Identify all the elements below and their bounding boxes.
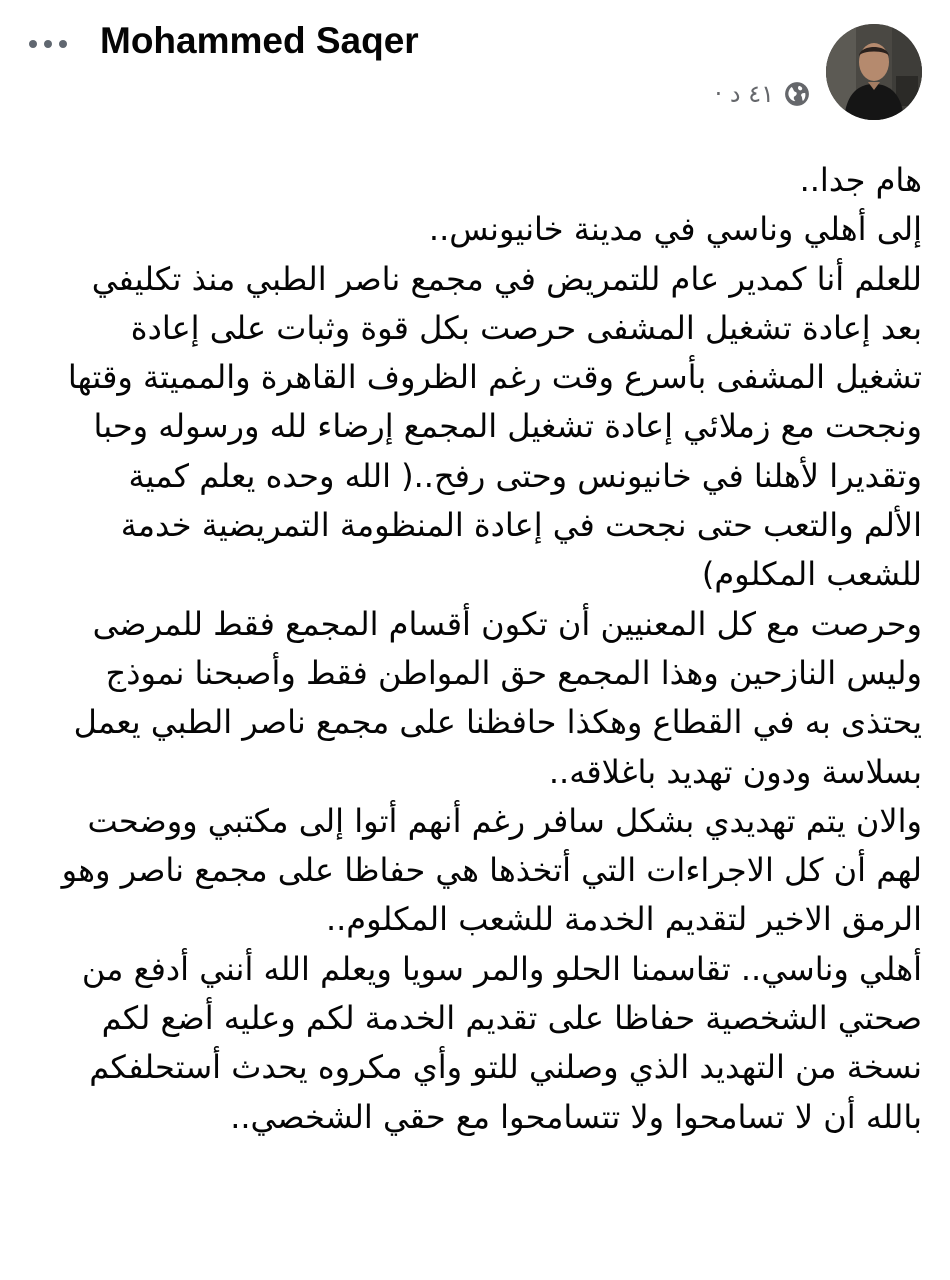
avatar[interactable]	[826, 24, 922, 120]
post-text-line: وحرصت مع كل المعنيين أن تكون أقسام المجمع فقط للمرضى	[92, 604, 922, 643]
post-header	[0, 0, 950, 140]
post-text-line: بعد إعادة تشغيل المشفى حرصت بكل قوة وثبات على إعادة	[130, 308, 922, 347]
post-text-line: تشغيل المشفى بأسرع وقت رغم الظروف القاهرة والمميتة وقتها	[67, 358, 922, 397]
author-name[interactable]: Mohammed Saqer	[100, 20, 419, 61]
post-text-line: وليس النازحين وهذا المجمع حق المواطن فقط وأصبحنا نموذج	[105, 653, 922, 692]
post-text-line: لهم أن كل الاجراءات التي أتخذها هي حفاظا على مجمع ناصر وهو	[61, 851, 922, 890]
post-text-line: والان يتم تهديدي بشكل سافر رغم أنهم أتوا إلى مكتبي ووضحت	[87, 801, 922, 840]
dot	[44, 40, 52, 48]
globe-icon[interactable]	[784, 81, 810, 107]
more-options-icon[interactable]	[22, 18, 74, 70]
post-text-line: إلى أهلي وناسي في مدينة خانيونس..	[428, 210, 922, 249]
post-text-line: بالله أن لا تسامحوا ولا تتسامحوا مع حقي الشخصي..	[230, 1097, 922, 1136]
post-text-line: الرمق الاخير لتقديم الخدمة للشعب المكلوم..	[325, 900, 922, 939]
post-text-line: بسلاسة ودون تهديد باغلاقه..	[548, 752, 922, 791]
post-text-line: ونجحت مع زملائي إعادة تشغيل المجمع إرضاء لله ورسوله وحبا	[93, 407, 922, 446]
dot	[59, 40, 67, 48]
post-text-line: نسخة من التهديد الذي وصلني للتو وأي مكروه يحدث أستحلفكم	[89, 1048, 922, 1087]
post-text-line: يحتذى به في القطاع وهكذا حافظنا على مجمع ناصر الطبي يعمل	[73, 703, 922, 742]
post-text-line: وتقديرا لأهلنا في خانيونس وحتى رفح..( الله وحده يعلم كمية	[128, 456, 922, 495]
dot	[29, 40, 37, 48]
post-text-line: أهلي وناسي.. تقاسمنا الحلو والمر سويا ويعلم الله أنني أدفع من	[81, 949, 922, 988]
post-meta	[715, 80, 810, 108]
post-text	[22, 156, 922, 1142]
post-text-line: للعلم أنا كمدير عام للتمريض في مجمع ناصر الطبي منذ تكليفي	[91, 259, 922, 298]
avatar-photo	[826, 24, 922, 120]
post-text-line: صحتي الشخصية حفاظا على تقديم الخدمة لكم وعليه أضع لكم	[101, 999, 922, 1038]
post-time[interactable]: ٤١ د ·	[714, 80, 774, 108]
post-text-line: هام جدا..	[799, 161, 922, 199]
post-text-line: الألم والتعب حتى نجحت في إعادة المنظومة التمريضية خدمة	[120, 506, 922, 545]
post-text-line: للشعب المكلوم)	[701, 555, 922, 594]
